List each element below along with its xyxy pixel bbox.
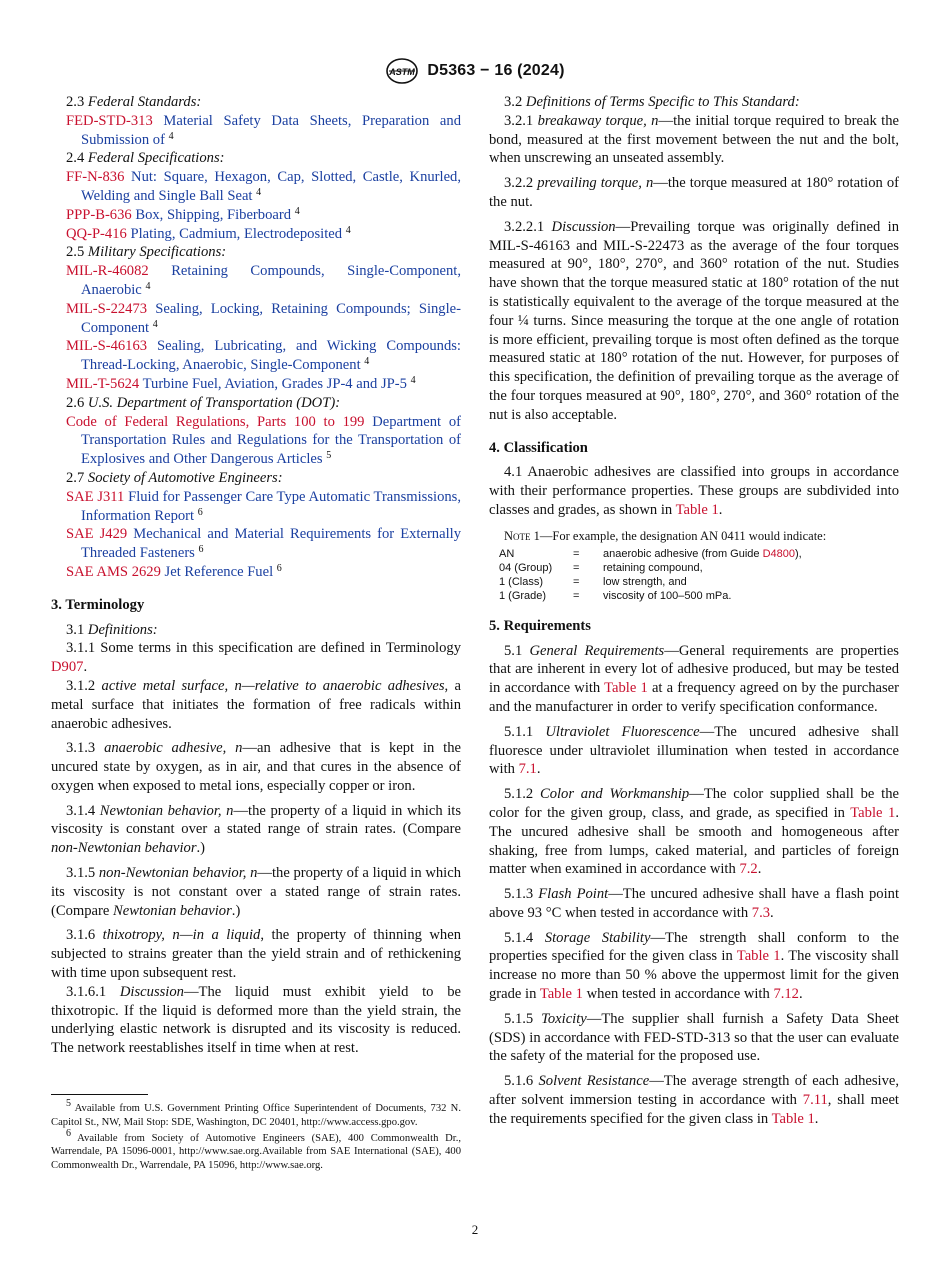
paragraph: 5.1.6 Solvent Resistance—The average strength of each adhesive, after solvent immersion testing in accordance with 7.11, shall meet the requirements specified for the given class in Table 1. [489, 1073, 899, 1127]
reference-item: SAE J311 Fluid for Passenger Care Type Automatic Transmissions, Information Report $^6$ [66, 488, 461, 524]
ref-title-link[interactable]: Nut: Square, Hexagon, Cap, Slotted, Castle, Knurled, Welding and Single Ball Seat [81, 169, 462, 204]
page-header [0, 56, 950, 86]
ref-link[interactable]: D907 [51, 659, 84, 676]
ref-code-link[interactable]: MIL-R-46082 [66, 263, 149, 280]
ref-code-link[interactable]: MIL-S-46163 [66, 338, 148, 355]
paragraph: 3.1 Definitions: [66, 621, 158, 638]
paragraph: 3.2 Definitions of Terms Specific to This Standard: [504, 94, 800, 110]
svg-text:ASTM: ASTM [389, 67, 416, 77]
section-heading: 2.7 Society of Automotive Engineers: [66, 469, 283, 486]
ref-title-link[interactable]: Turbine Fuel, Aviation, Grades JP-4 and JP-5 [142, 375, 407, 392]
paragraph: 5.1.4 Storage Stability—The strength shall conform to the properties specified for the given class in Table 1. The viscosity shall increase no more than 50 % above the uppermost limit for the given grade in Table 1 when tested in accordance with 7.12. [489, 929, 899, 1003]
ref-code-link[interactable]: SAE J429 [66, 526, 128, 543]
ref-code-link[interactable]: FED-STD-313 [66, 112, 153, 129]
ref-code-link[interactable]: SAE J311 [66, 488, 125, 505]
reference-item: MIL-R-46082 Retaining Compounds, Single-Component, Anaerobic $^4$ [66, 263, 461, 298]
left-column [51, 93, 461, 1058]
paragraph: 5.1.2 Color and Workmanship—The color supplied shall be the color for the given group, class, and grade, as specified in Table 1. The uncured adhesive shall be smooth and homogeneous after shaking, free from lumps, caked material, and particles of foreign matter when examined in accordance with 7.2. [489, 786, 900, 878]
reference-item: SAE AMS 2629 Jet Reference Fuel $^6$ [66, 562, 282, 580]
ref-code-link[interactable]: PPP-B-636 [66, 206, 132, 223]
ref-title-link[interactable]: Fluid for Passenger Care Type Automatic Transmissions, Information Report [81, 488, 461, 524]
ref-title-link[interactable]: Plating, Cadmium, Electrodeposited [130, 225, 343, 242]
table-row: 1 (Grade) = viscosity of 100–500 mPa. [499, 589, 732, 602]
ref-title-link[interactable]: Jet Reference Fuel [164, 563, 274, 580]
reference-item: PPP-B-636 Box, Shipping, Fiberboard $^4$ [66, 205, 300, 223]
paragraph: 5.1 General Requirements—General requirements are properties that are inherent in every lot of adhesive produced, but may be tested in accordance with Table 1 at a frequency agreed on by the purchaser and the manufacturer in order to verify specification conformance. [489, 642, 899, 715]
paragraph: 5.1.5 Toxicity—The supplier shall furnish a Safety Data Sheet (SDS) in accordance with FED-STD-313 so that the user can evaluate the safety of the material for the proposed use. [489, 1010, 899, 1065]
ref-title-link[interactable]: Department of Transportation Rules and Regulations for the Transportation of Explosives and Other Dangerous Articles [81, 413, 461, 468]
paragraph: 3.1.5 non-Newtonian behavior, n—the property of a liquid in which its viscosity is not constant over a stated range of strain rates. (Compare Newtonian behavior.) [51, 865, 461, 919]
document-id: D5363 − 16 (2024) [427, 62, 565, 79]
note: Note 1—For example, the designation AN 0411 would indicate: [504, 528, 827, 543]
reference-item: MIL-S-46163 Sealing, Lubricating, and Wicking Compounds: Thread-Locking, Anaerobic, Single-Component $^4$ [66, 338, 461, 374]
paragraph: 5.1.3 Flash Point—The uncured adhesive shall have a flash point above 93 °C when tested in accordance with 7.3. [489, 886, 899, 921]
ref-title-link[interactable]: Box, Shipping, Fiberboard [135, 206, 292, 223]
ref-link[interactable]: 7.2 [739, 861, 758, 878]
paragraph: 3.1.3 anaerobic adhesive, n—an adhesive that is kept in the uncured state by oxygen, as in air, and that cures in the absence of oxygen when exposed to metal ions, especially copper or iron. [51, 740, 461, 794]
reference-item: MIL-S-22473 Sealing, Locking, Retaining Compounds; Single-Component $^4$ [66, 300, 461, 336]
section-heading: 2.6 U.S. Department of Transportation (DOT): [66, 394, 341, 411]
ref-link[interactable]: Table 1 [850, 804, 896, 821]
ref-code-link[interactable]: FF-N-836 [66, 169, 125, 186]
section-title-classification: 4. Classification [489, 439, 588, 456]
section-title-terminology: 3. Terminology [51, 596, 145, 613]
reference-item: FED-STD-313 Material Safety Data Sheets, Preparation and Submission of $^4$ [66, 112, 461, 148]
ref-title-link[interactable]: Retaining Compounds, Single-Component, Anaerobic [81, 263, 461, 298]
ref-link[interactable]: Table 1 [604, 680, 648, 697]
paragraph: 3.1.1 Some terms in this specification are defined in Terminology D907. [51, 640, 462, 676]
reference-item: FF-N-836 Nut: Square, Hexagon, Cap, Slotted, Castle, Knurled, Welding and Single Ball Seat $^4$ [66, 169, 462, 204]
section-heading: 2.4 Federal Specifications: [66, 150, 225, 167]
footnote: $^5$ Available from U.S. Government Printing Office Superintendent of Documents, 732 N. Capitol St., NW, Mail Stop: SDE, Washington, DC 20401, http://www.access.gpo.gov. [51, 1098, 461, 1128]
ref-code-link[interactable]: MIL-T-5624 [66, 375, 140, 392]
table-row: 1 (Class) = low strength, and [499, 575, 687, 588]
footnote-divider [51, 1094, 148, 1095]
ref-title-link[interactable]: Mechanical and Material Requirements for Externally Threaded Fasteners [81, 526, 461, 562]
reference-item: SAE J429 Mechanical and Material Requirements for Externally Threaded Fasteners $^6$ [66, 526, 461, 562]
ref-title-link[interactable]: Sealing, Lubricating, and Wicking Compounds: Thread-Locking, Anaerobic, Single-Component [81, 338, 461, 374]
ref-link[interactable]: Table 1 [539, 986, 583, 1003]
footnote: $^6$ Available from Society of Automotive Engineers (SAE), 400 Commonwealth Dr., Warrendale, PA 15096-0001, http://www.sae.org.Available from SAE International (SAE), 400 Commonwealth Dr., Warrendale, PA 15096, http://www.sae.org. [51, 1127, 461, 1172]
paragraph: 5.1.1 Ultraviolet Fluorescence—The uncured adhesive shall fluoresce under ultraviolet illumination when tested in accordance with 7.1. [489, 723, 899, 778]
ref-link[interactable]: D4800 [762, 547, 796, 560]
paragraph: 3.1.4 Newtonian behavior, n—the property of a liquid in which its viscosity is constant over a stated range of strain rates. (Compare non-Newtonian behavior.) [51, 802, 461, 857]
reference-item: Code of Federal Regulations, Parts 100 to 199 Department of Transportation Rules and Regulations for the Transportation of Explosives and Other Dangerous Articles $^5$ [66, 413, 461, 468]
page-number: 2 [471, 1222, 479, 1237]
ref-code-link[interactable]: Code of Federal Regulations, Parts 100 to 199 [66, 413, 365, 430]
ref-link[interactable]: Table 1 [736, 948, 781, 965]
section-title-requirements: 5. Requirements [489, 617, 591, 634]
ref-title-link[interactable]: Material Safety Data Sheets, Preparation and Submission of [81, 112, 461, 148]
paragraph: 3.1.2 active metal surface, n—relative to anaerobic adhesives, a metal surface that initiates the formation of free radicals within anaerobic adhesives. [51, 677, 461, 732]
ref-code-link[interactable]: SAE AMS 2629 [66, 563, 161, 580]
reference-item: MIL-T-5624 Turbine Fuel, Aviation, Grades JP-4 and JP-5 $^4$ [66, 374, 416, 392]
table-row: AN = anaerobic adhesive (from Guide D4800), [499, 547, 802, 560]
paragraph: 3.2.1 breakaway torque, n—the initial torque required to break the bond, measured at the first movement between the nut and the bolt, when unscrewing an unseated assembly. [489, 112, 900, 167]
ref-link[interactable]: 7.1 [518, 761, 537, 778]
paragraph: 3.1.6.1 Discussion—The liquid must exhibit yield to be thixotropic. If the liquid is deformed more than the yield strain, the underlying elastic network is disrupted and its viscosity is reduced. The network reestablishes itself in time when at rest. [51, 983, 461, 1057]
paragraph: 3.2.2 prevailing torque, n—the torque measured at 180° rotation of the nut. [489, 175, 899, 210]
ref-title-link[interactable]: Sealing, Locking, Retaining Compounds; Single-Component [81, 300, 461, 336]
section-heading: 2.5 Military Specifications: [66, 244, 227, 261]
paragraph: 3.1.6 thixotropy, n—in a liquid, the property of thinning when subjected to strains greater than the yield strain and of rethickening with time upon subsequent rest. [51, 927, 461, 982]
ref-link[interactable]: Table 1 [675, 501, 719, 518]
section-heading: 2.3 Federal Standards: [66, 94, 202, 110]
ref-link[interactable]: 7.3 [751, 904, 771, 921]
astm-logo-icon [385, 57, 419, 85]
designation-table [499, 547, 802, 603]
paragraph: 4.1 Anaerobic adhesives are classified into groups in accordance with their performance properties. These groups are subdivided into classes and grades, as shown in Table 1. [489, 464, 900, 518]
ref-link[interactable]: Table 1 [771, 1110, 815, 1127]
table-row: 04 (Group) = retaining compound, [499, 561, 703, 574]
paragraph: 3.2.2.1 Discussion—Prevailing torque was originally defined in MIL-S-46163 and MIL-S-22473 as the average of the four torques measured at 90°, 180°, 270°, and 360° rotation of the nut. Studies have shown that the torque measured static at 180° rotation of the nut is statistically equivalent to the average of the torque measured at the four ¼ turns. Since measuring the torque at the one angle of rotation is more efficient, prevailing torque is most often defined as the torque measured static at 180° rotation of the nut. However, for purposes of this specification, the definition of prevailing torque as the average of the four torques measured at 90°, 180°, 270°, and 360° rotation of the nut is also acceptable. [489, 218, 900, 423]
ref-link[interactable]: 7.11 [802, 1092, 828, 1109]
right-column [489, 93, 899, 1129]
reference-item: QQ-P-416 Plating, Cadmium, Electrodeposited $^4$ [66, 224, 351, 242]
ref-code-link[interactable]: MIL-S-22473 [66, 300, 148, 317]
ref-link[interactable]: 7.12 [773, 986, 799, 1003]
footnotes [51, 1098, 461, 1175]
ref-code-link[interactable]: QQ-P-416 [66, 225, 127, 242]
